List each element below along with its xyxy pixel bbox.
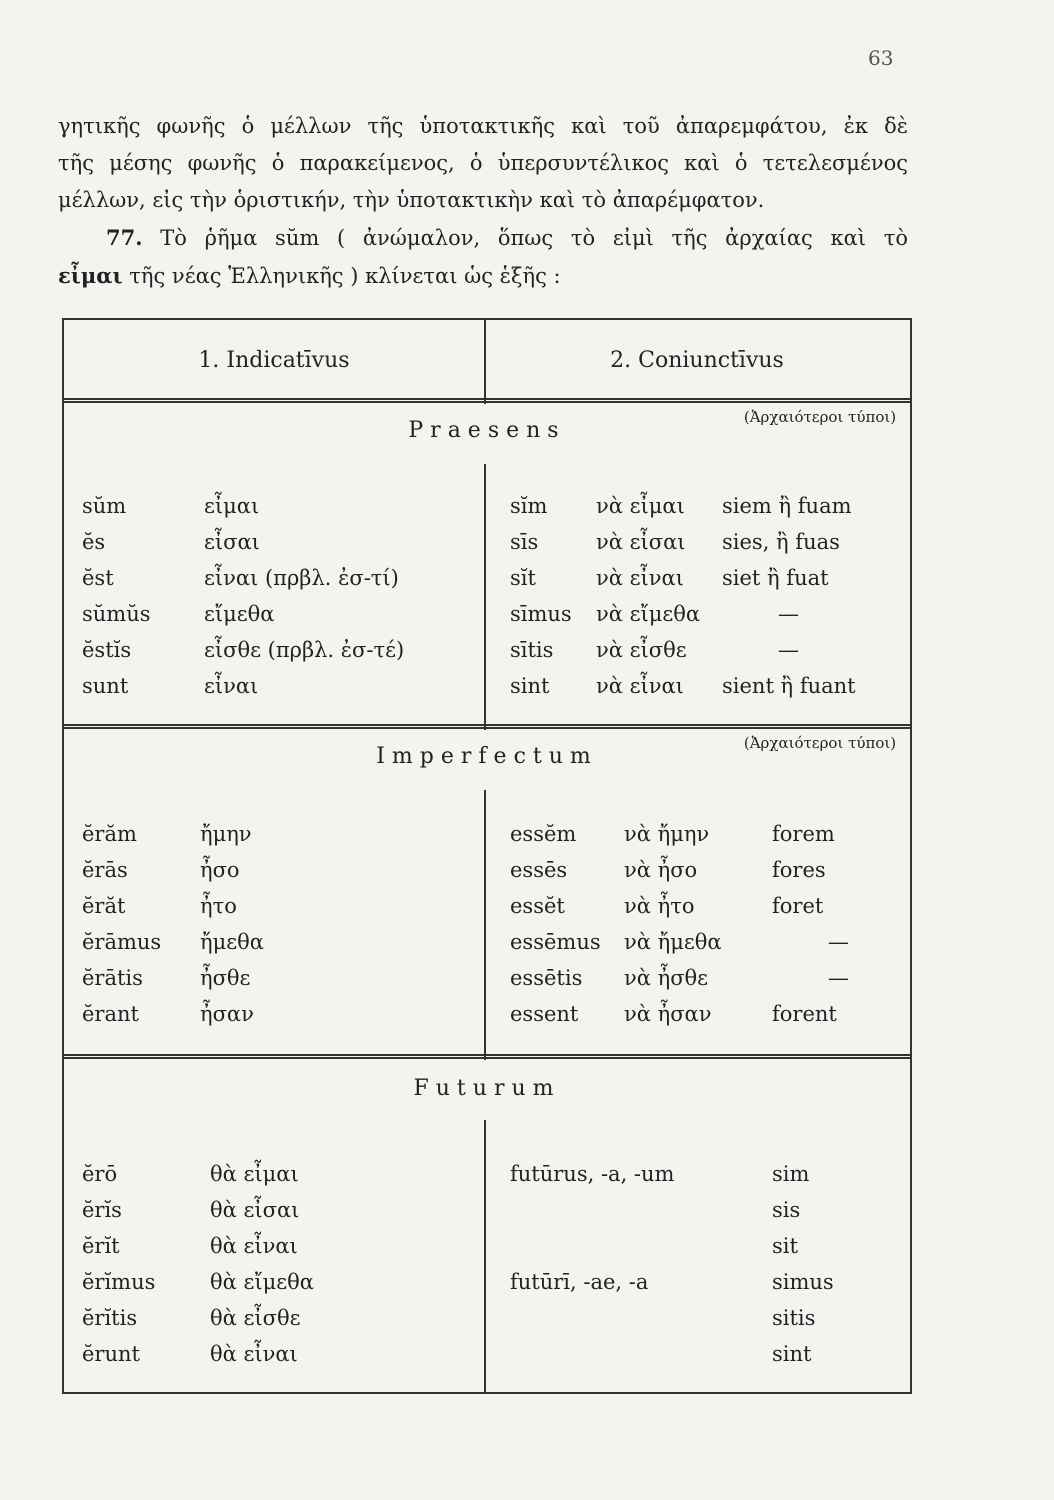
translation: θὰ εἶσαι — [210, 1198, 300, 1222]
translation: νὰ εἴμεθα — [596, 602, 701, 626]
archaic-form: fores — [772, 858, 826, 882]
imperfectum-ind-latin — [82, 816, 161, 1032]
form: sŭm — [82, 494, 127, 518]
form: ĕrĭs — [82, 1198, 122, 1222]
page-number: 63 — [868, 46, 894, 70]
section-imperfectum — [64, 730, 910, 790]
form: ĕrunt — [82, 1342, 140, 1366]
paragraph-number: 77. — [106, 225, 143, 250]
form: ĕs — [82, 530, 106, 554]
archaic-form: — — [828, 930, 849, 954]
paragraph-text: Τὸ ῥῆμα sŭm ( ἀνώμαλον, ὅπως τὸ εἰμὶ τῆς ἀρχαίας καὶ τὸ — [160, 226, 908, 250]
intro-line: γητικῆς φωνῆς ὁ μέλλων τῆς ὑποτακτικῆς καὶ τοῦ ἀπαρεμφάτου, ἐκ δὲ — [58, 114, 908, 138]
aux-form: sint — [772, 1342, 812, 1366]
form: ĕst — [82, 566, 114, 590]
archaic-note: (Ἀρχαιότεροι τύποι) — [743, 734, 897, 752]
futurum-ind-latin — [82, 1156, 155, 1372]
form: ĕrĭmus — [82, 1270, 156, 1294]
column-divider — [484, 320, 486, 1392]
aux-form: simus — [772, 1270, 834, 1294]
intro-line — [58, 257, 908, 295]
imperfectum-ind-greek — [200, 816, 264, 1032]
form: essēmus — [510, 930, 601, 954]
archaic-form: forent — [772, 1002, 837, 1026]
praesens-conj-latin — [510, 488, 572, 704]
header-subjunctive: 2. Coniunctīvus — [610, 347, 784, 373]
praesens-conj-greek — [596, 488, 700, 704]
form: essēs — [510, 858, 568, 882]
archaic-form: — — [828, 966, 849, 990]
futurum-ind-greek — [210, 1156, 314, 1372]
header-indicative: 1. Indicatīvus — [198, 347, 350, 373]
translation: θὰ εἶναι — [210, 1234, 298, 1258]
paragraph-77 — [58, 219, 908, 257]
imperfectum-conj-greek — [624, 816, 722, 1032]
bold-word: εἶμαι — [58, 263, 123, 288]
aux-form: sis — [772, 1198, 801, 1222]
intro-line: τῆς μέσης φωνῆς ὁ παρακείμενος, ὁ ὑπερσυντέλικος καὶ ὁ τετελεσμένος — [58, 151, 908, 175]
section-praesens — [64, 404, 910, 464]
praesens-ind-greek — [204, 488, 404, 704]
translation: ἤμεθα — [200, 930, 264, 954]
section-divider — [64, 724, 910, 729]
translation: νὰ εἶμαι — [596, 494, 685, 518]
translation: νὰ ἦτο — [624, 894, 695, 918]
translation: νὰ ἦσαν — [624, 1002, 712, 1026]
form: ĕrĭtis — [82, 1306, 138, 1330]
form: ĕstĭs — [82, 638, 132, 662]
translation: νὰ ἦσο — [624, 858, 698, 882]
form: sint — [510, 674, 550, 698]
form: ĕrāmus — [82, 930, 162, 954]
form: sĭm — [510, 494, 548, 518]
translation: ἦσο — [200, 858, 240, 882]
form: ĕrās — [82, 858, 128, 882]
form: essent — [510, 1002, 579, 1026]
translation: νὰ εἶσαι — [596, 530, 686, 554]
section-divider — [64, 1054, 910, 1059]
section-title: Praesens — [408, 418, 566, 443]
form: sŭmŭs — [82, 602, 151, 626]
translation: νὰ ἤμεθα — [624, 930, 722, 954]
section-title: Futurum — [413, 1076, 561, 1101]
translation: νὰ εἶναι — [596, 674, 684, 698]
form: sīs — [510, 530, 539, 554]
praesens-ind-latin — [82, 488, 151, 704]
translation: εἶσαι — [204, 530, 260, 554]
form: essĕt — [510, 894, 565, 918]
translation: εἶμαι — [204, 494, 260, 518]
translation: νὰ ἦσθε — [624, 966, 709, 990]
form: sīmus — [510, 602, 572, 626]
translation: ἦσαν — [200, 1002, 254, 1026]
archaic-form: — — [778, 602, 799, 626]
translation: εἴμεθα — [204, 602, 275, 626]
form: sunt — [82, 674, 129, 698]
translation: ἦτο — [200, 894, 237, 918]
translation: νὰ εἶσθε — [596, 638, 687, 662]
translation: ἦσθε — [200, 966, 251, 990]
futurum-participle-singular: futūrus, -a, -um — [510, 1162, 675, 1186]
form: essētis — [510, 966, 583, 990]
translation: εἶναι — [204, 674, 259, 698]
conjugation-table — [62, 318, 912, 1394]
archaic-form: — — [778, 638, 799, 662]
form: ĕrăm — [82, 822, 137, 846]
futurum-participle-plural: futūrī, -ae, -a — [510, 1270, 649, 1294]
archaic-form: sient ἢ fuant — [722, 674, 856, 698]
translation: θὰ εἶναι — [210, 1342, 298, 1366]
translation: νὰ εἶναι — [596, 566, 684, 590]
form: sītis — [510, 638, 554, 662]
futurum-aux — [772, 1156, 834, 1372]
archaic-form: siet ἢ fuat — [722, 566, 829, 590]
translation: θὰ εἴμεθα — [210, 1270, 314, 1294]
form: essĕm — [510, 822, 577, 846]
intro-line: μέλλων, εἰς τὴν ὁριστικήν, τὴν ὑποτακτικὴν καὶ τὸ ἀπαρέμφατον. — [58, 188, 765, 212]
aux-form: sim — [772, 1162, 810, 1186]
aux-form: sitis — [772, 1306, 816, 1330]
paragraph-text: τῆς νέας Ἑλληνικῆς ) κλίνεται ὡς ἑξῆς : — [122, 264, 561, 288]
translation: εἶναι (πρβλ. ἐσ-τί) — [204, 566, 399, 590]
archaic-note: (Ἀρχαιότεροι τύποι) — [743, 408, 897, 426]
translation: θὰ εἶμαι — [210, 1162, 299, 1186]
archaic-form: forem — [772, 822, 835, 846]
archaic-form: sies, ἢ fuas — [722, 530, 840, 554]
form: sĭt — [510, 566, 536, 590]
praesens-archaic — [722, 488, 856, 704]
imperfectum-archaic — [772, 816, 849, 1032]
translation: θὰ εἶσθε — [210, 1306, 301, 1330]
section-title: Imperfectum — [376, 744, 598, 769]
translation: νὰ ἤμην — [624, 822, 710, 846]
translation: εἶσθε (πρβλ. ἐσ-τέ) — [204, 638, 405, 662]
translation: ἤμην — [200, 822, 252, 846]
archaic-form: siem ἢ fuam — [722, 494, 852, 518]
form: ĕrātis — [82, 966, 143, 990]
form: ĕrant — [82, 1002, 139, 1026]
archaic-form: foret — [772, 894, 824, 918]
header-divider — [64, 398, 910, 403]
intro-text — [58, 108, 908, 295]
form: ĕrĭt — [82, 1234, 120, 1258]
form: ĕrō — [82, 1162, 118, 1186]
imperfectum-conj-latin — [510, 816, 601, 1032]
form: ĕrăt — [82, 894, 126, 918]
aux-form: sit — [772, 1234, 798, 1258]
section-futurum — [64, 1060, 910, 1120]
